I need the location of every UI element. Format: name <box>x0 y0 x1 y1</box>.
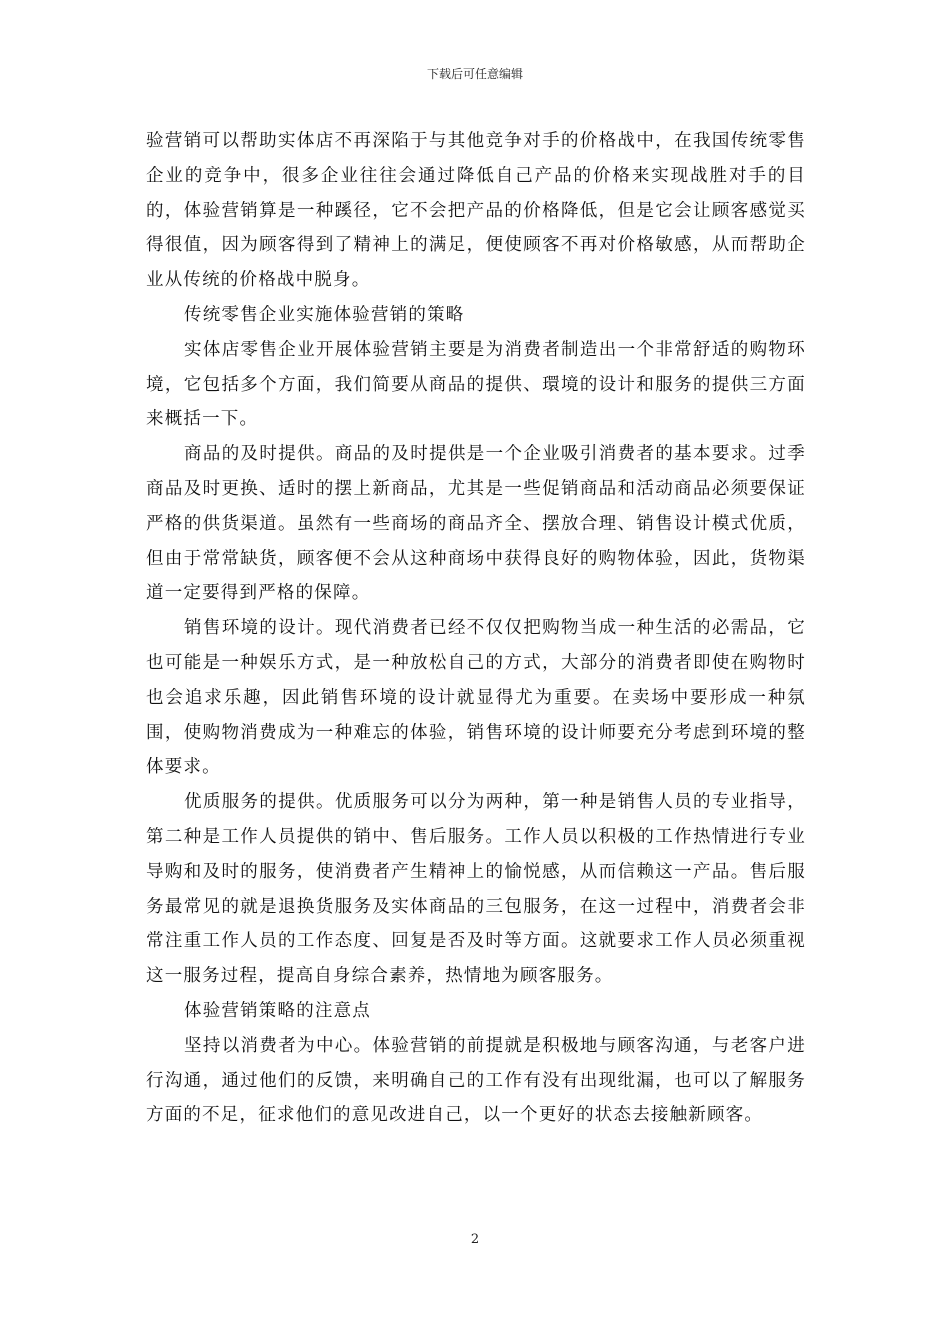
page-number: 2 <box>470 1232 480 1247</box>
section-heading-strategies: 传统零售企业实施体验营销的策略 <box>184 304 465 325</box>
paragraph-goods-supply: 商品的及时提供。商品的及时提供是一个企业吸引消费者的基本要求。过季商品及时更换、适时的摆上新商品，尤其是一些促销商品和活动商品必须要保证严格的供货渠道。虽然有一些商场的商品齐全、摆放合理、销售设计模式优质，但由于常常缺货，顾客便不会从这种商场中获得良好的购物体验，因此，货物渠道一定要得到严格的保障。 <box>146 444 806 604</box>
paragraph-environment-design: 销售环境的设计。现代消费者已经不仅仅把购物当成一种生活的必需品，它也可能是一种娱乐方式，是一种放松自己的方式，大部分的消费者即使在购物时也会追求乐趣，因此销售环境的设计就显得尤为重要。在卖场中要形成一种氛围，使购物消费成为一种难忘的体验，销售环境的设计师要充分考虑到环境的整体要求。 <box>146 618 806 778</box>
page-header: 下载后可任意编辑 <box>426 67 523 81</box>
paragraph-consumer-centered: 坚持以消费者为中心。体验营销的前提就是积极地与顾客沟通，与老客户进行沟通，通过他们的反馈，来明确自己的工作有没有出现纰漏，也可以了解服务方面的不足，征求他们的意见改进自己，以一个更好的状态去接触新顾客。 <box>146 1035 806 1126</box>
paragraph-quality-service: 优质服务的提供。优质服务可以分为两种，第一种是销售人员的专业指导，第二种是工作人员提供的销中、售后服务。工作人员以积极的工作热情进行专业导购和及时的服务，使消费者产生精神上的愉悦感，从而信赖这一产品。售后服务最常见的就是退换货服务及实体商品的三包服务，在这一过程中，消费者会非常注重工作人员的工作态度、回复是否及时等方面。这就要求工作人员必须重视这一服务过程，提高自身综合素养，热情地为顾客服务。 <box>146 792 806 987</box>
paragraph-continuation: 验营销可以帮助实体店不再深陷于与其他竞争对手的价格战中，在我国传统零售企业的竞争中，很多企业往往会通过降低自己产品的价格来实现战胜对手的目的，体验营销算是一种蹊径，它不会把产品的价格降低，但是它会让顾客感觉买得很值，因为顾客得到了精神上的满足，便使顾客不再对价格敏感，从而帮助企业从传统的价格战中脱身。 <box>146 131 806 291</box>
paragraph-intro-strategies: 实体店零售企业开展体验营销主要是为消费者制造出一个非常舒适的购物环境，它包括多个方面，我们简要从商品的提供、環境的设计和服务的提供三方面来概括一下。 <box>146 339 806 430</box>
document-body <box>146 124 806 1133</box>
section-heading-notes: 体验营销策略的注意点 <box>184 1000 371 1021</box>
